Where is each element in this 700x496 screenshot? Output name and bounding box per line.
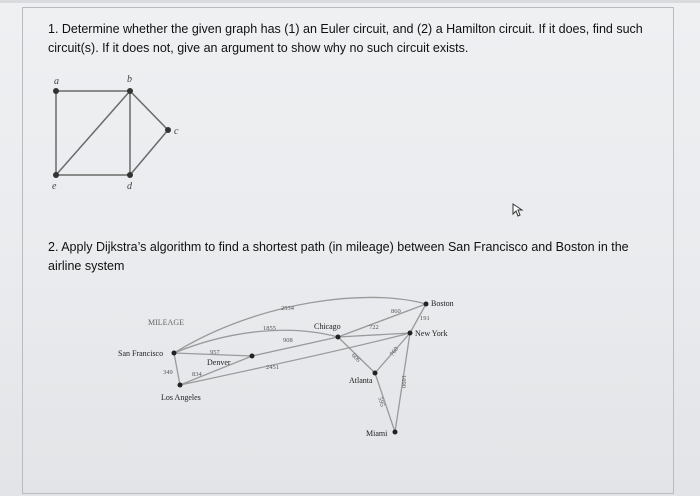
airline-map xyxy=(118,297,454,438)
mileage-ny-miami: 1090 xyxy=(400,375,407,388)
mileage-sf-la: 349 xyxy=(163,369,173,376)
edge-b-c xyxy=(130,91,168,130)
label-e: e xyxy=(52,181,57,192)
label-b: b xyxy=(127,74,132,85)
route-chicago-boston xyxy=(338,304,426,337)
route-sf-la xyxy=(174,353,180,385)
mileage-chicago-atlanta: 606 xyxy=(349,352,362,364)
route-sf-chicago xyxy=(174,330,338,353)
city-dot-boston xyxy=(424,302,429,307)
city-dot-atlanta xyxy=(373,371,378,376)
city-boston: Boston xyxy=(431,299,454,308)
route-sf-boston xyxy=(174,297,426,353)
city-miami: Miami xyxy=(366,429,388,438)
graph-question-1 xyxy=(52,74,179,192)
mileage-chicago-ny: 722 xyxy=(369,324,379,331)
edge-e-b xyxy=(56,91,130,175)
city-dot-san-francisco xyxy=(172,351,177,356)
mileage-atlanta-miami: 595 xyxy=(376,396,386,408)
mileage-sf-chicago: 1855 xyxy=(263,325,276,332)
label-a: a xyxy=(54,76,59,87)
label-d: d xyxy=(127,181,132,192)
mileage-chicago-boston: 860 xyxy=(391,308,401,315)
city-dot-denver xyxy=(250,354,255,359)
mileage-atlanta-ny: 760 xyxy=(388,345,401,358)
city-atlanta: Atlanta xyxy=(349,376,373,385)
vertex-b xyxy=(127,88,133,94)
mileage-la-ny: 2451 xyxy=(266,364,279,371)
vertex-a xyxy=(53,88,59,94)
question-1-text: 1. Determine whether the given graph has (1) an Euler circuit, and (2) a Hamilton circuit. If it does, find such circuit(s). If it does not, give an argument to show why no such circuit exists. xyxy=(48,22,643,55)
city-new-york: New York xyxy=(415,329,448,338)
city-dot-miami xyxy=(393,430,398,435)
vertex-d xyxy=(127,172,133,178)
mileage-sf-boston: 2534 xyxy=(281,305,294,312)
city-dot-new-york xyxy=(408,331,413,336)
edge-c-d xyxy=(130,130,168,175)
mileage-la-denver: 834 xyxy=(192,371,202,378)
mileage-denver-chicago: 908 xyxy=(283,337,293,344)
mileage-label: MILEAGE xyxy=(148,318,184,327)
city-dot-chicago xyxy=(336,335,341,340)
vertex-c xyxy=(165,127,171,133)
label-c: c xyxy=(174,126,179,137)
mileage-ny-boston: 191 xyxy=(420,315,430,322)
city-denver: Denver xyxy=(207,358,231,367)
city-los-angeles: Los Angeles xyxy=(161,393,201,402)
city-dot-los-angeles xyxy=(178,383,183,388)
mileage-sf-denver: 957 xyxy=(210,349,220,356)
city-chicago: Chicago xyxy=(314,322,341,331)
question-2-text: 2. Apply Dijkstra’s algorithm to find a shortest path (in mileage) between San Francisco and Boston in the airline system xyxy=(48,240,629,273)
vertex-e xyxy=(53,172,59,178)
city-san-francisco: San Francisco xyxy=(118,349,164,358)
